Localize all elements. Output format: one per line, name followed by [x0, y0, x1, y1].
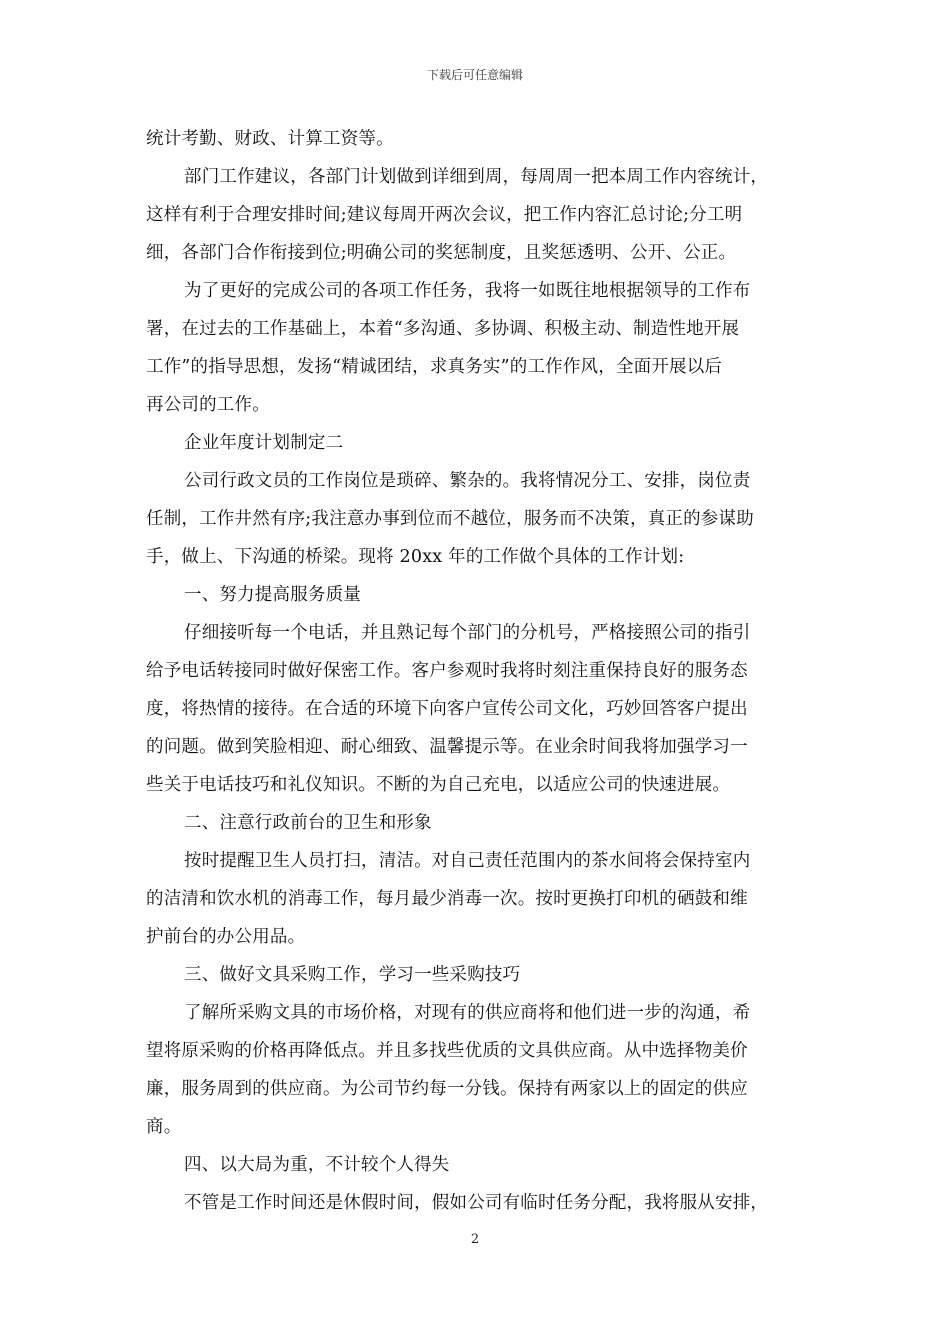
- section-heading: 三、做好文具采购工作，学习一些采购技巧: [184, 965, 521, 985]
- text-line: 这样有利于合理安排时间;建议每周开两次会议，把工作内容汇总讨论;分工明: [146, 205, 743, 225]
- page-header-note: 下载后可任意编辑: [426, 68, 523, 82]
- section-heading: 四、以大局为重，不计较个人得失: [184, 1155, 450, 1175]
- text-line: 细，各部门合作衔接到位;明确公司的奖惩制度，且奖惩透明、公开、公正。: [146, 243, 737, 263]
- text-line: 工作”的指导思想，发扬“精诚团结，求真务实”的工作作风，全面开展以后: [146, 357, 723, 377]
- text-line: 廉，服务周到的供应商。为公司节约每一分钱。保持有两家以上的固定的供应: [146, 1079, 748, 1099]
- document-body: [146, 120, 810, 1222]
- text-line: 给予电话转接同时做好保密工作。客户参观时我将时刻注重保持良好的服务态: [146, 661, 748, 681]
- text-line: 的问题。做到笑脸相迎、耐心细致、温馨提示等。在业余时间我将加强学习一: [146, 737, 748, 757]
- text-line: 护前台的办公用品。: [146, 927, 306, 947]
- section-heading: 二、注意行政前台的卫生和形象: [184, 813, 432, 833]
- text-line: 商。: [146, 1117, 182, 1137]
- paragraph-start-line: 了解所采购文具的市场价格，对现有的供应商将和他们进一步的沟通，希: [184, 1003, 751, 1023]
- paragraph-start-line: 按时提醒卫生人员打扫，清洁。对自己责任范围内的茶水间将会保持室内: [184, 851, 751, 871]
- text-line: 的洁清和饮水机的消毒工作，每月最少消毒一次。按时更换打印机的硒鼓和维: [146, 889, 748, 909]
- text-line: 署，在过去的工作基础上，本着“多沟通、多协调、积极主动、制造性地开展: [146, 319, 740, 339]
- text-line: 再公司的工作。: [146, 395, 270, 415]
- text-line: 望将原采购的价格再降低点。并且多找些优质的文具供应商。从中选择物美价: [146, 1041, 748, 1061]
- paragraph-start-line: 公司行政文员的工作岗位是琐碎、繁杂的。我将情况分工、安排，岗位责: [184, 471, 751, 491]
- paragraph-start-line: 部门工作建议，各部门计划做到详细到周，每周周一把本周工作内容统计，: [184, 167, 769, 187]
- paragraph-start-line: 不管是工作时间还是休假时间，假如公司有临时任务分配，我将服从安排，: [184, 1193, 769, 1213]
- section-heading: 一、努力提高服务质量: [184, 585, 361, 605]
- text-line: 度，将热情的接待。在合适的环境下向客户宣传公司文化，巧妙回答客户提出: [146, 699, 748, 719]
- paragraph-start-line: 为了更好的完成公司的各项工作任务，我将一如既往地根据领导的工作布: [184, 281, 751, 301]
- page-number: 2: [470, 1232, 480, 1247]
- section-heading: 企业年度计划制定二: [184, 433, 344, 453]
- text-line: 些关于电话技巧和礼仪知识。不断的为自己充电，以适应公司的快速进展。: [146, 775, 731, 795]
- text-line: 统计考勤、财政、计算工资等。: [146, 129, 394, 149]
- text-line: 手，做上、下沟通的桥梁。现将 20xx 年的工作做个具体的工作计划:: [146, 547, 685, 567]
- text-line: 任制，工作井然有序;我注意办事到位而不越位，服务而不决策，真正的参谋助: [146, 509, 754, 529]
- paragraph-start-line: 仔细接听每一个电话，并且熟记每个部门的分机号，严格接照公司的指引: [184, 623, 751, 643]
